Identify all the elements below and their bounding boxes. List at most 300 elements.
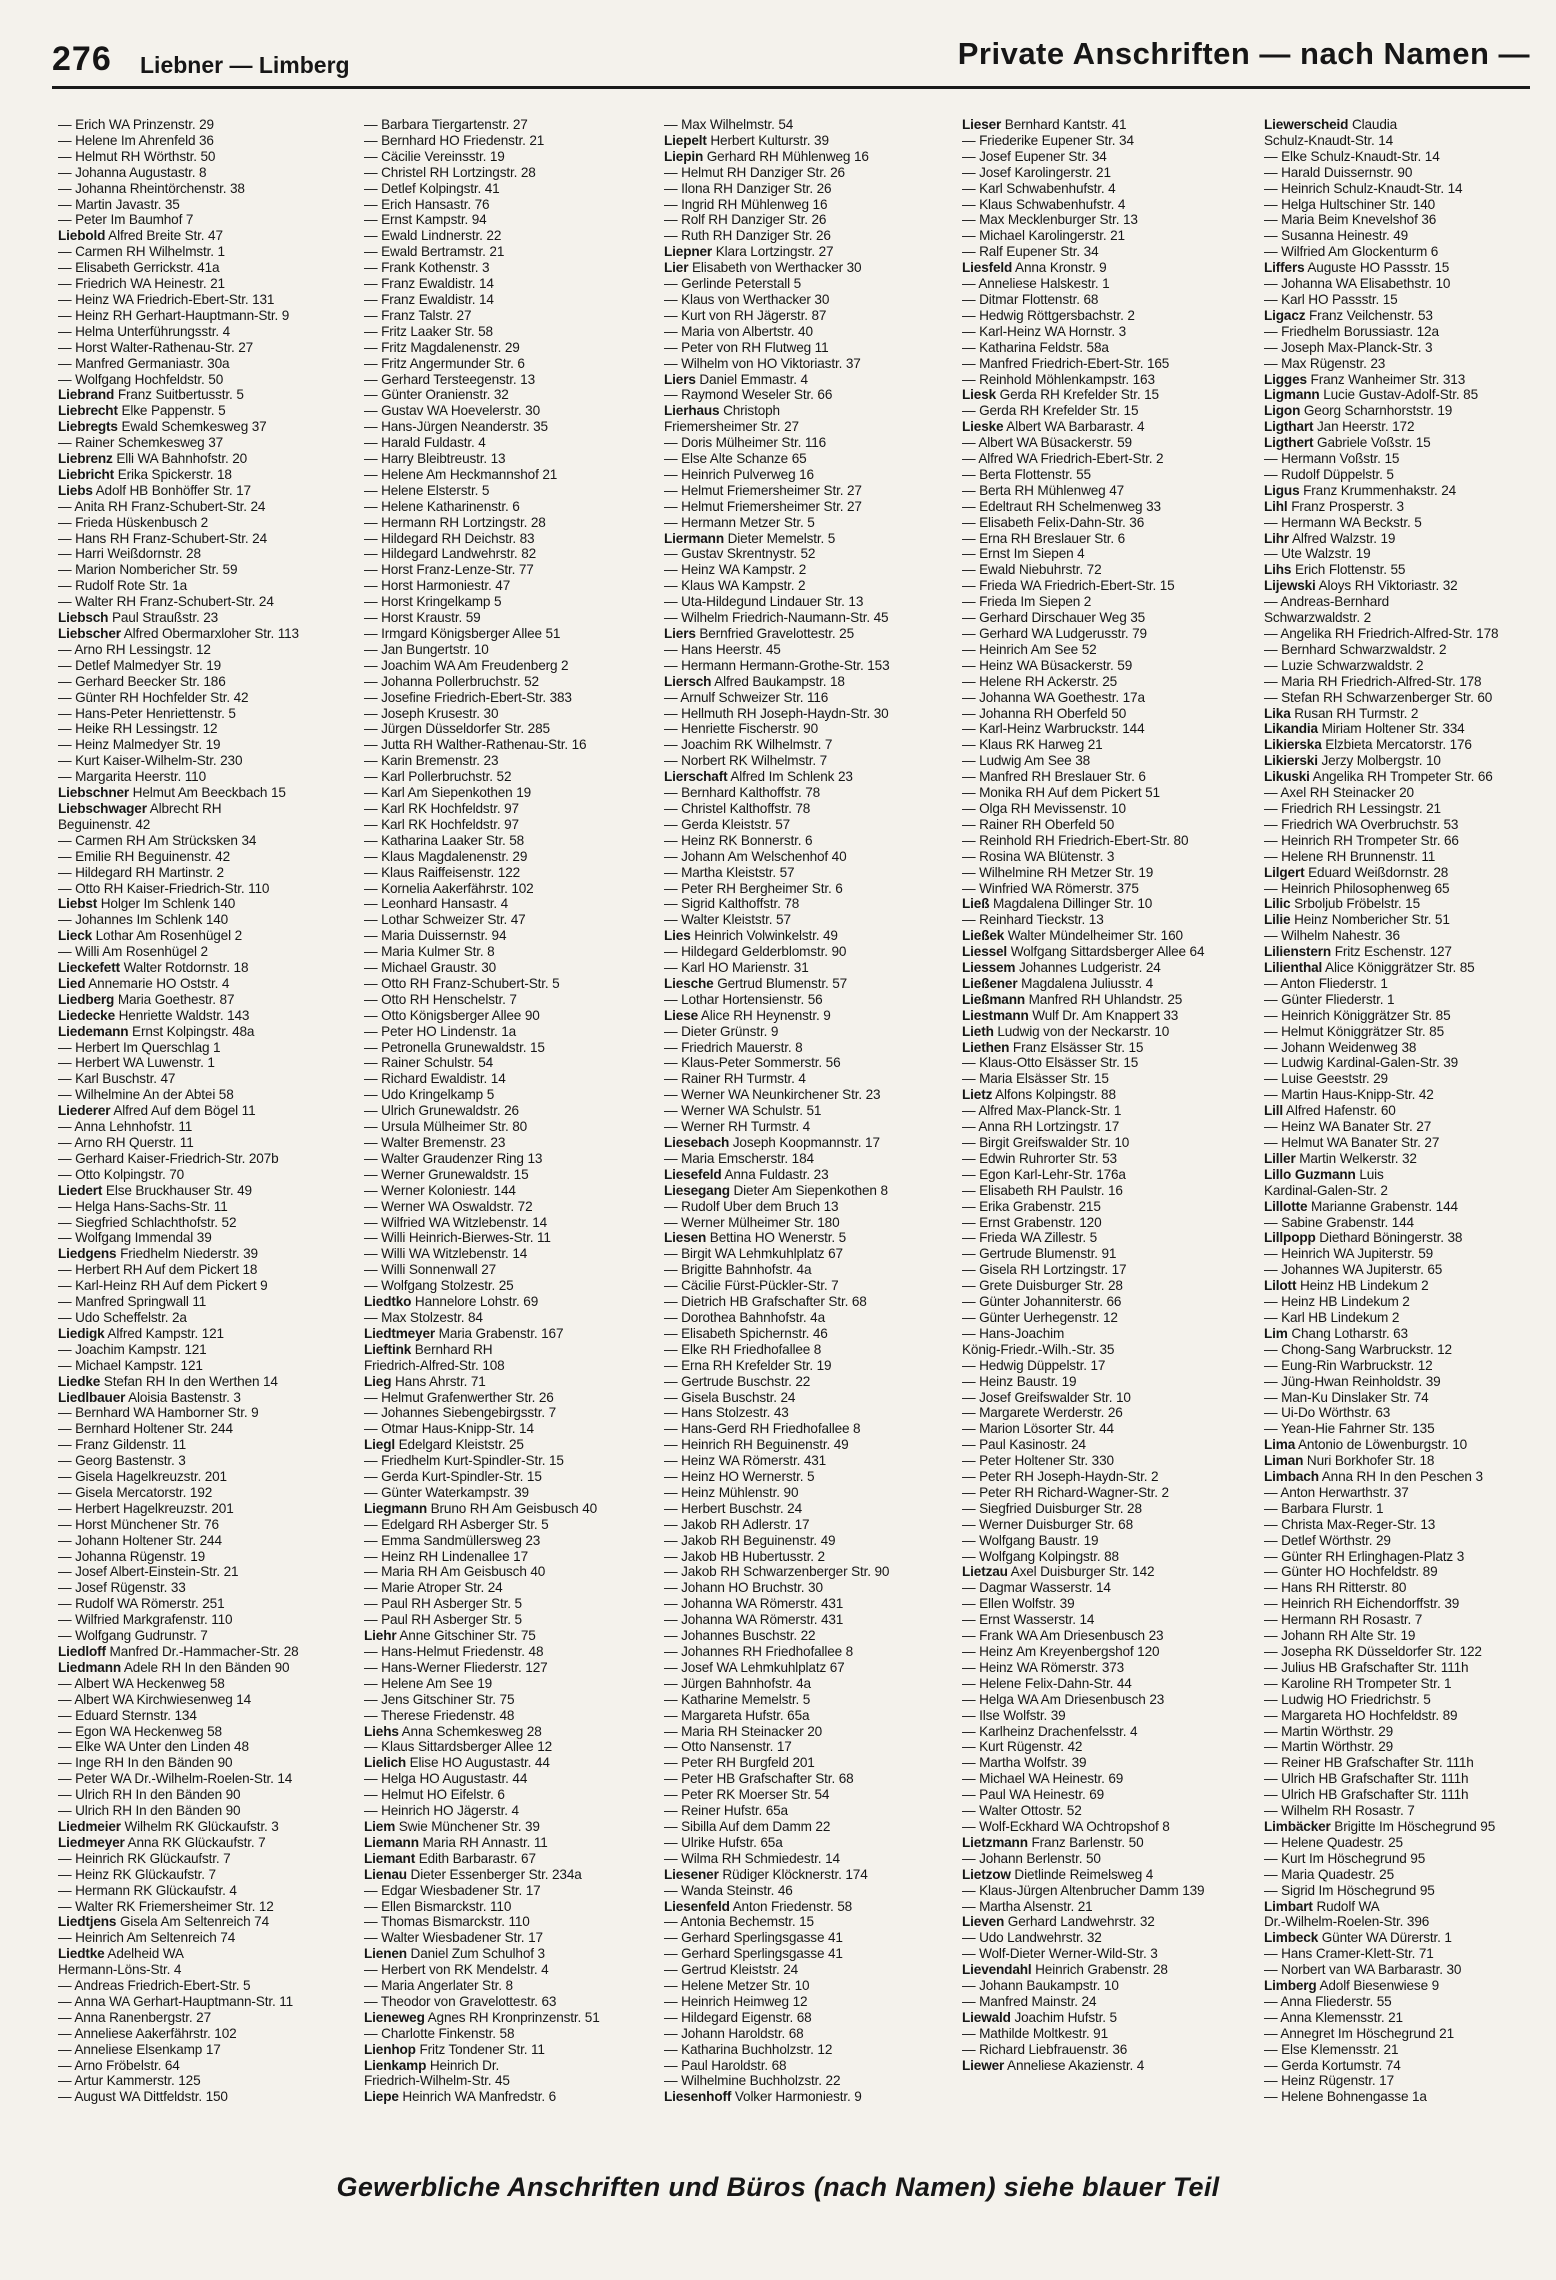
entry-text: Gerda RH Krefelder Str. 15 xyxy=(996,387,1159,403)
directory-entry xyxy=(664,1835,960,1851)
entry-text: Anna RH In den Peschen 3 xyxy=(1318,1469,1483,1485)
directory-entry xyxy=(58,944,354,960)
directory-entry xyxy=(664,308,960,324)
directory-entry xyxy=(664,785,960,801)
entry-text: — Helga HO Augustastr. 44 xyxy=(364,1771,528,1787)
entry-text: Gabriele Voßstr. 15 xyxy=(1313,435,1431,451)
entry-surname: Liebschner xyxy=(58,785,130,801)
entry-text: — Klaus Magdalenenstr. 29 xyxy=(364,848,528,864)
entry-text: — Yean-Hie Fahrner Str. 135 xyxy=(1264,1421,1435,1437)
directory-column-1 xyxy=(58,117,354,2117)
directory-entry xyxy=(1264,451,1546,467)
entry-text: — Gertrude Buschstr. 22 xyxy=(664,1373,811,1389)
entry-text: — Helene Katharinenstr. 6 xyxy=(364,498,520,514)
entry-text: — Wilfried Am Glockenturm 6 xyxy=(1264,244,1439,260)
entry-text: Jerzy Molbergstr. 10 xyxy=(1317,753,1441,769)
entry-text: — Heinz WA Banater Str. 27 xyxy=(1264,1119,1432,1135)
directory-entry xyxy=(364,1135,660,1151)
directory-entry xyxy=(664,483,960,499)
entry-text: — Otto Nansenstr. 17 xyxy=(664,1739,792,1755)
directory-entry xyxy=(58,531,354,547)
directory-entry xyxy=(58,674,354,690)
entry-text: — Wilfried WA Witzlebenstr. 14 xyxy=(364,1214,548,1230)
entry-text: — Helene Am Heckmannshof 21 xyxy=(364,466,558,482)
entry-text: Elli WA Bahnhofstr. 20 xyxy=(112,451,248,467)
entry-surname: Likuski xyxy=(1264,769,1310,785)
entry-text: — Bernhard WA Hamborner Str. 9 xyxy=(58,1405,259,1421)
entry-text: — Josefine Friedrich-Ebert-Str. 383 xyxy=(364,689,572,705)
entry-text: Franz Elsässer Str. 15 xyxy=(1009,1039,1144,1055)
directory-entry xyxy=(664,1469,960,1485)
directory-entry xyxy=(1264,117,1546,133)
directory-entry xyxy=(962,1437,1258,1453)
directory-entry xyxy=(1264,197,1546,213)
entry-text: — Willi Sonnenwall 27 xyxy=(364,1262,497,1278)
entry-surname: Liewald xyxy=(962,2009,1011,2025)
entry-text: — Helene Felix-Dahn-Str. 44 xyxy=(962,1675,1132,1691)
entry-text: — Heinz Malmedyer Str. 19 xyxy=(58,737,221,753)
entry-text: — Elisabeth RH Paulstr. 16 xyxy=(962,1182,1123,1198)
entry-text: — Heinrich Pulverweg 16 xyxy=(664,466,814,482)
entry-text: — Max Wilhelmstr. 54 xyxy=(664,117,794,132)
directory-entry xyxy=(962,690,1258,706)
entry-text: — Anna Fliederstr. 55 xyxy=(1264,1993,1392,2009)
directory-entry xyxy=(1264,2026,1546,2042)
directory-entry xyxy=(1264,1978,1546,1994)
directory-entry xyxy=(58,467,354,483)
entry-text: — Jutta RH Walther-Rathenau-Str. 16 xyxy=(364,737,587,753)
entry-text: — Johanna Pollerbruchstr. 52 xyxy=(364,673,539,689)
directory-entry xyxy=(58,1580,354,1596)
entry-text: — Helene Quadestr. 25 xyxy=(1264,1834,1403,1850)
directory-entry xyxy=(664,737,960,753)
entry-surname: Lierhaus xyxy=(664,403,720,419)
entry-text: — Ulrich HB Grafschafter Str. 111h xyxy=(1264,1787,1469,1803)
directory-entry xyxy=(664,2042,960,2058)
entry-text: — Klaus-Jürgen Altenbrucher Damm 139 xyxy=(962,1882,1205,1898)
entry-text: Albrecht RH xyxy=(146,800,222,816)
directory-entry xyxy=(664,1040,960,1056)
directory-entry xyxy=(364,1803,660,1819)
directory-entry xyxy=(962,292,1258,308)
entry-text: Ernst Kolpingstr. 48a xyxy=(128,1023,255,1039)
directory-entry xyxy=(1264,1771,1546,1787)
directory-entry xyxy=(962,1167,1258,1183)
entry-surname: Limbart xyxy=(1264,1898,1313,1914)
directory-entry xyxy=(962,1708,1258,1724)
entry-text: — Marion Lösorter Str. 44 xyxy=(962,1421,1114,1437)
directory-entry xyxy=(58,1326,354,1342)
directory-entry xyxy=(664,626,960,642)
entry-text: — Joachim Kampstr. 121 xyxy=(58,1341,207,1357)
entry-text: Eduard Weißdornstr. 28 xyxy=(1304,864,1449,880)
directory-entry xyxy=(1264,865,1546,881)
entry-text: — Johann Holtener Str. 244 xyxy=(58,1532,222,1548)
entry-text: Dietlinde Reimelsweg 4 xyxy=(1010,1866,1154,1882)
directory-entry xyxy=(962,1374,1258,1390)
entry-text: Paul Straußstr. 23 xyxy=(108,610,219,626)
entry-surname: Lihs xyxy=(1264,562,1292,578)
directory-entry xyxy=(364,2042,660,2058)
entry-text: — Heinz Mühlenstr. 90 xyxy=(664,1484,799,1500)
entry-text: — Annegret Im Höschegrund 21 xyxy=(1264,2025,1455,2041)
directory-entry xyxy=(364,1469,660,1485)
directory-entry xyxy=(1264,1549,1546,1565)
entry-text: — Johanna WA Goethestr. 17a xyxy=(962,689,1145,705)
entry-text: — Berta RH Mühlenweg 47 xyxy=(962,482,1125,498)
entry-surname: Lihl xyxy=(1264,498,1288,514)
directory-entry xyxy=(664,1453,960,1469)
entry-text: — Helene Im Ahrenfeld 36 xyxy=(58,132,214,148)
entry-text: — Klaus WA Kampstr. 2 xyxy=(664,578,806,594)
directory-entry xyxy=(364,1167,660,1183)
entry-text: — Egon Karl-Lehr-Str. 176a xyxy=(962,1166,1126,1182)
entry-text: — Anton Herwarthstr. 37 xyxy=(1264,1484,1409,1500)
entry-text: Luis xyxy=(1355,1166,1384,1182)
directory-entry xyxy=(664,1899,960,1915)
section-title: Private Anschriften — nach Namen — xyxy=(957,36,1530,71)
entry-text: — Heinrich Am Seltenreich 74 xyxy=(58,1930,236,1946)
directory-entry xyxy=(364,419,660,435)
entry-text: — Gerlinde Peterstall 5 xyxy=(664,276,802,292)
entry-text: — Hans-Gerd RH Friedhofallee 8 xyxy=(664,1421,861,1437)
directory-entry xyxy=(1264,960,1546,976)
directory-entry xyxy=(664,1994,960,2010)
entry-text: Adelheid WA xyxy=(104,1946,184,1962)
entry-text: — Fritz Angermunder Str. 6 xyxy=(364,355,525,371)
entry-text: Anne Gitschiner Str. 75 xyxy=(396,1628,536,1644)
entry-text: — Max Stolzestr. 84 xyxy=(364,1309,483,1325)
name-range: Liebner — Limberg xyxy=(140,52,350,78)
entry-text: — Ellen Wolfstr. 39 xyxy=(962,1596,1075,1612)
entry-text: — Heinrich RH Eichendorffstr. 39 xyxy=(1264,1596,1460,1612)
directory-entry xyxy=(962,1660,1258,1676)
entry-surname: Liestmann xyxy=(962,1007,1029,1023)
entry-text: — Josef Rügenstr. 33 xyxy=(58,1580,186,1596)
directory-entry xyxy=(364,817,660,833)
entry-text: — Rudolf Uber dem Bruch 13 xyxy=(664,1198,839,1214)
directory-entry xyxy=(364,276,660,292)
directory-entry xyxy=(1264,228,1546,244)
entry-surname: Liedmann xyxy=(58,1659,121,1675)
directory-entry xyxy=(1264,1421,1546,1437)
entry-text: — Hedwig Röttgersbachstr. 2 xyxy=(962,307,1135,323)
directory-entry xyxy=(664,1167,960,1183)
entry-text: — Gerhard WA Ludgerusstr. 79 xyxy=(962,626,1147,641)
entry-text: — Günter Waterkampstr. 39 xyxy=(364,1484,529,1500)
entry-text: — Karl Buschstr. 47 xyxy=(58,1071,176,1087)
directory-entry xyxy=(962,896,1258,912)
entry-text: — Franz Ewaldistr. 14 xyxy=(364,276,494,292)
directory-entry xyxy=(962,1835,1258,1851)
directory-entry xyxy=(1264,515,1546,531)
directory-entry xyxy=(664,1564,960,1580)
entry-text: — Johannes WA Jupiterstr. 65 xyxy=(1264,1262,1443,1278)
directory-entry xyxy=(664,928,960,944)
directory-entry xyxy=(364,610,660,626)
entry-text: — Hans-Joachim xyxy=(962,1325,1065,1341)
entry-text: — Peter HB Grafschafter Str. 68 xyxy=(664,1771,854,1787)
directory-entry xyxy=(1264,1596,1546,1612)
directory-entry xyxy=(58,1421,354,1437)
entry-text: — Wanda Steinstr. 46 xyxy=(664,1882,793,1898)
directory-entry xyxy=(1264,1215,1546,1231)
entry-text: — Sigrid Im Höschegrund 95 xyxy=(1264,1882,1435,1898)
entry-text: — Maria RH Steinacker 20 xyxy=(664,1723,823,1739)
directory-entry xyxy=(1264,419,1546,435)
entry-surname: Liewerscheid xyxy=(1264,117,1349,132)
directory-entry xyxy=(1264,260,1546,276)
entry-surname: Liebricht xyxy=(58,466,115,482)
directory-entry xyxy=(364,578,660,594)
entry-surname: Liesefeld xyxy=(664,1166,722,1182)
entry-text: — Gerda Kortumstr. 74 xyxy=(1264,2057,1401,2073)
directory-entry xyxy=(364,1040,660,1056)
directory-entry xyxy=(664,117,960,133)
entry-surname: Liebold xyxy=(58,228,106,244)
entry-surname: Liesenhoff xyxy=(664,2089,732,2105)
directory-entry xyxy=(664,515,960,531)
entry-text: — Kurt Rügenstr. 42 xyxy=(962,1739,1083,1755)
entry-surname: Lienau xyxy=(364,1866,407,1882)
entry-text: — Uta-Hildegund Lindauer Str. 13 xyxy=(664,594,864,610)
entry-surname: Liesen xyxy=(664,1230,707,1246)
entry-surname: Lietzmann xyxy=(962,1834,1028,1850)
directory-entry xyxy=(962,324,1258,340)
entry-text: — Heinz HB Lindekum 2 xyxy=(1264,1294,1410,1310)
entry-text: — Hans RH Franz-Schubert-Str. 24 xyxy=(58,530,267,546)
directory-entry xyxy=(58,1390,354,1406)
directory-entry xyxy=(58,896,354,912)
entry-text: — Josef Albert-Einstein-Str. 21 xyxy=(58,1564,239,1580)
directory-entry xyxy=(962,546,1258,562)
entry-text: Albert WA Barbarastr. 4 xyxy=(1003,419,1145,435)
entry-surname: Likandia xyxy=(1264,721,1318,737)
entry-text: — Kurt Im Höschegrund 95 xyxy=(1264,1850,1426,1866)
entry-text: — Günter RH Erlinghagen-Platz 3 xyxy=(1264,1548,1465,1564)
entry-text: Magdalena Juliusstr. 4 xyxy=(1017,975,1154,991)
entry-text: Gisela Am Seltenreich 74 xyxy=(116,1914,269,1930)
entry-text: Adolf HB Bonhöffer Str. 17 xyxy=(92,482,251,498)
directory-entry xyxy=(1264,578,1546,594)
entry-text: Alfred Kampstr. 121 xyxy=(104,1325,224,1341)
entry-text: — Barbara Tiergartenstr. 27 xyxy=(364,117,528,132)
entry-text: — Edeltraut RH Schelmenweg 33 xyxy=(962,498,1161,514)
entry-text: — Jan Bungertstr. 10 xyxy=(364,641,489,657)
directory-entry xyxy=(962,1787,1258,1803)
directory-entry xyxy=(364,928,660,944)
directory-entry xyxy=(962,419,1258,435)
entry-text: — Kornelia Aakerfährstr. 102 xyxy=(364,880,534,896)
entry-text: — Detlef Malmedyer Str. 19 xyxy=(58,657,222,673)
entry-text: — Frieda Hüskenbusch 2 xyxy=(58,514,209,530)
directory-entry xyxy=(58,181,354,197)
entry-text: Maria Goethestr. 87 xyxy=(114,991,235,1007)
entry-text: — Ewald Bertramstr. 21 xyxy=(364,244,505,260)
entry-text: — Frieda Im Siepen 2 xyxy=(962,594,1092,610)
directory-entry xyxy=(1264,212,1546,228)
directory-entry xyxy=(58,690,354,706)
directory-entry xyxy=(58,276,354,292)
entry-text: — Reiner HB Grafschafter Str. 111h xyxy=(1264,1755,1474,1771)
entry-text: — Heinrich HO Jägerstr. 4 xyxy=(364,1803,519,1819)
entry-text: — Johannes Buschstr. 22 xyxy=(664,1628,816,1644)
directory-entry xyxy=(962,1819,1258,1835)
entry-text: — Hildegard RH Deichstr. 83 xyxy=(364,530,535,546)
entry-text: Henriette Waldstr. 143 xyxy=(115,1007,250,1023)
directory-entry xyxy=(1264,1469,1546,1485)
directory-entry xyxy=(664,1103,960,1119)
entry-text: Heinrich Grabenstr. 28 xyxy=(1031,1962,1168,1978)
directory-entry xyxy=(58,372,354,388)
entry-text: — Ernst Kampstr. 94 xyxy=(364,212,487,228)
entry-text: — Hermann Hermann-Grothe-Str. 153 xyxy=(664,657,890,673)
directory-entry xyxy=(962,1612,1258,1628)
entry-text: — Albert WA Heckenweg 58 xyxy=(58,1675,225,1691)
entry-text: — Georg Bastenstr. 3 xyxy=(58,1453,186,1469)
directory-entry xyxy=(364,785,660,801)
entry-text: — Walter Wiesbadener Str. 17 xyxy=(364,1930,543,1946)
entry-text: — Rainer RH Turmstr. 4 xyxy=(664,1071,806,1087)
entry-surname: Lieneweg xyxy=(364,2009,425,2025)
directory-entry xyxy=(962,340,1258,356)
entry-surname: Lijewski xyxy=(1264,578,1316,594)
directory-entry xyxy=(1264,896,1546,912)
directory-entry xyxy=(364,1771,660,1787)
entry-text: Friedhelm Niederstr. 39 xyxy=(116,1246,258,1262)
directory-entry xyxy=(58,721,354,737)
directory-entry xyxy=(58,1962,354,1978)
directory-entry xyxy=(664,1787,960,1803)
directory-entry xyxy=(1264,1119,1546,1135)
entry-text: — Margareta HO Hochfeldstr. 89 xyxy=(1264,1707,1458,1723)
directory-entry xyxy=(364,865,660,881)
directory-entry xyxy=(364,1119,660,1135)
entry-text: — Jakob RH Beguinenstr. 49 xyxy=(664,1532,836,1548)
directory-entry xyxy=(58,197,354,213)
directory-entry xyxy=(58,451,354,467)
directory-entry xyxy=(364,960,660,976)
directory-entry xyxy=(364,2010,660,2026)
entry-text: — Elke Schulz-Knaudt-Str. 14 xyxy=(1264,148,1440,164)
entry-surname: Liedecke xyxy=(58,1007,115,1023)
directory-entry xyxy=(664,1071,960,1087)
directory-entry xyxy=(664,356,960,372)
directory-entry xyxy=(364,1787,660,1803)
entry-text: — Elke WA Unter den Linden 48 xyxy=(58,1739,249,1755)
entry-text: — Willi WA Witzlebenstr. 14 xyxy=(364,1246,528,1262)
directory-entry xyxy=(664,1883,960,1899)
entry-text: — Jakob HB Hubertusstr. 2 xyxy=(664,1548,825,1564)
directory-entry xyxy=(962,1294,1258,1310)
directory-entry xyxy=(364,1564,660,1580)
entry-text: — Ilse Wolfstr. 39 xyxy=(962,1707,1066,1723)
entry-text: Elke Pappenstr. 5 xyxy=(117,403,226,419)
directory-entry xyxy=(1264,706,1546,722)
entry-surname: Limberg xyxy=(1264,1978,1317,1994)
directory-entry xyxy=(364,1660,660,1676)
directory-entry xyxy=(664,1135,960,1151)
entry-surname: Lieck xyxy=(58,928,93,944)
entry-text: — Wolfgang Kolpingstr. 88 xyxy=(962,1548,1119,1564)
entry-text: — Hans RH Ritterstr. 80 xyxy=(1264,1580,1407,1596)
directory-entry xyxy=(1264,801,1546,817)
directory-entry xyxy=(1264,1962,1546,1978)
entry-text: — Therese Friedenstr. 48 xyxy=(364,1707,515,1723)
entry-text: — Bernhard Schwarzwaldstr. 2 xyxy=(1264,641,1447,657)
entry-text: — Hans Heerstr. 45 xyxy=(664,641,781,657)
entry-text: Kardinal-Galen-Str. 2 xyxy=(1264,1182,1388,1198)
entry-text: — Maria Emscherstr. 184 xyxy=(664,1150,814,1166)
directory-entry xyxy=(962,1055,1258,1071)
directory-entry xyxy=(664,451,960,467)
directory-entry xyxy=(1264,165,1546,181)
directory-entry xyxy=(664,181,960,197)
directory-entry xyxy=(364,467,660,483)
entry-surname: Liehr xyxy=(364,1628,397,1644)
directory-entry xyxy=(364,1199,660,1215)
directory-entry xyxy=(664,833,960,849)
directory-entry xyxy=(962,467,1258,483)
directory-entry xyxy=(664,1946,960,1962)
directory-entry xyxy=(364,769,660,785)
directory-entry xyxy=(58,1230,354,1246)
entry-text: Miriam Holtener Str. 334 xyxy=(1317,721,1465,737)
entry-text: — Joachim WA Am Freudenberg 2 xyxy=(364,657,569,673)
entry-surname: Likierski xyxy=(1264,753,1318,769)
directory-entry xyxy=(364,1055,660,1071)
directory-entry xyxy=(664,1755,960,1771)
directory-entry xyxy=(364,1899,660,1915)
directory-entry xyxy=(962,1151,1258,1167)
entry-text: Manfred Dr.-Hammacher-Str. 28 xyxy=(105,1644,299,1659)
directory-entry xyxy=(1264,1199,1546,1215)
entry-text: — Manfred RH Breslauer Str. 6 xyxy=(962,769,1146,785)
entry-text: Erich Flottenstr. 55 xyxy=(1291,562,1406,578)
entry-text: — Helene Elsterstr. 5 xyxy=(364,482,490,498)
entry-text: — Ernst Wasserstr. 14 xyxy=(962,1612,1095,1628)
directory-entry xyxy=(58,1183,354,1199)
entry-text: — Hans-Peter Henriettenstr. 5 xyxy=(58,705,236,721)
entry-surname: Lienen xyxy=(364,1946,407,1962)
directory-entry xyxy=(58,228,354,244)
directory-entry xyxy=(962,1994,1258,2010)
directory-entry xyxy=(364,1612,660,1628)
entry-text: Lothar Am Rosenhügel 2 xyxy=(92,928,242,944)
directory-entry xyxy=(58,117,354,133)
entry-text: Anton Friedenstr. 58 xyxy=(729,1898,853,1914)
entry-text: — Johann Haroldstr. 68 xyxy=(664,2025,804,2041)
entry-surname: Liebrecht xyxy=(58,403,118,419)
directory-entry xyxy=(1264,1071,1546,1087)
directory-entry xyxy=(962,1390,1258,1406)
entry-text: — Richard Liebfrauenstr. 36 xyxy=(962,2041,1128,2057)
entry-surname: Lilic xyxy=(1264,896,1291,912)
directory-entry xyxy=(664,1008,960,1024)
entry-text: Bruno RH Am Geisbusch 40 xyxy=(427,1500,598,1516)
directory-entry xyxy=(364,992,660,1008)
directory-entry xyxy=(1264,562,1546,578)
directory-entry xyxy=(1264,769,1546,785)
entry-text: Schwarzwaldstr. 2 xyxy=(1264,610,1371,626)
directory-entry xyxy=(962,1342,1258,1358)
directory-entry xyxy=(962,403,1258,419)
entry-text: Edelgard Kleiststr. 25 xyxy=(394,1437,524,1453)
header-rule xyxy=(52,86,1530,89)
directory-entry xyxy=(1264,372,1546,388)
entry-text: — Josepha RK Düsseldorfer Str. 122 xyxy=(1264,1644,1482,1659)
entry-text: — Andreas-Bernhard xyxy=(1264,594,1390,610)
